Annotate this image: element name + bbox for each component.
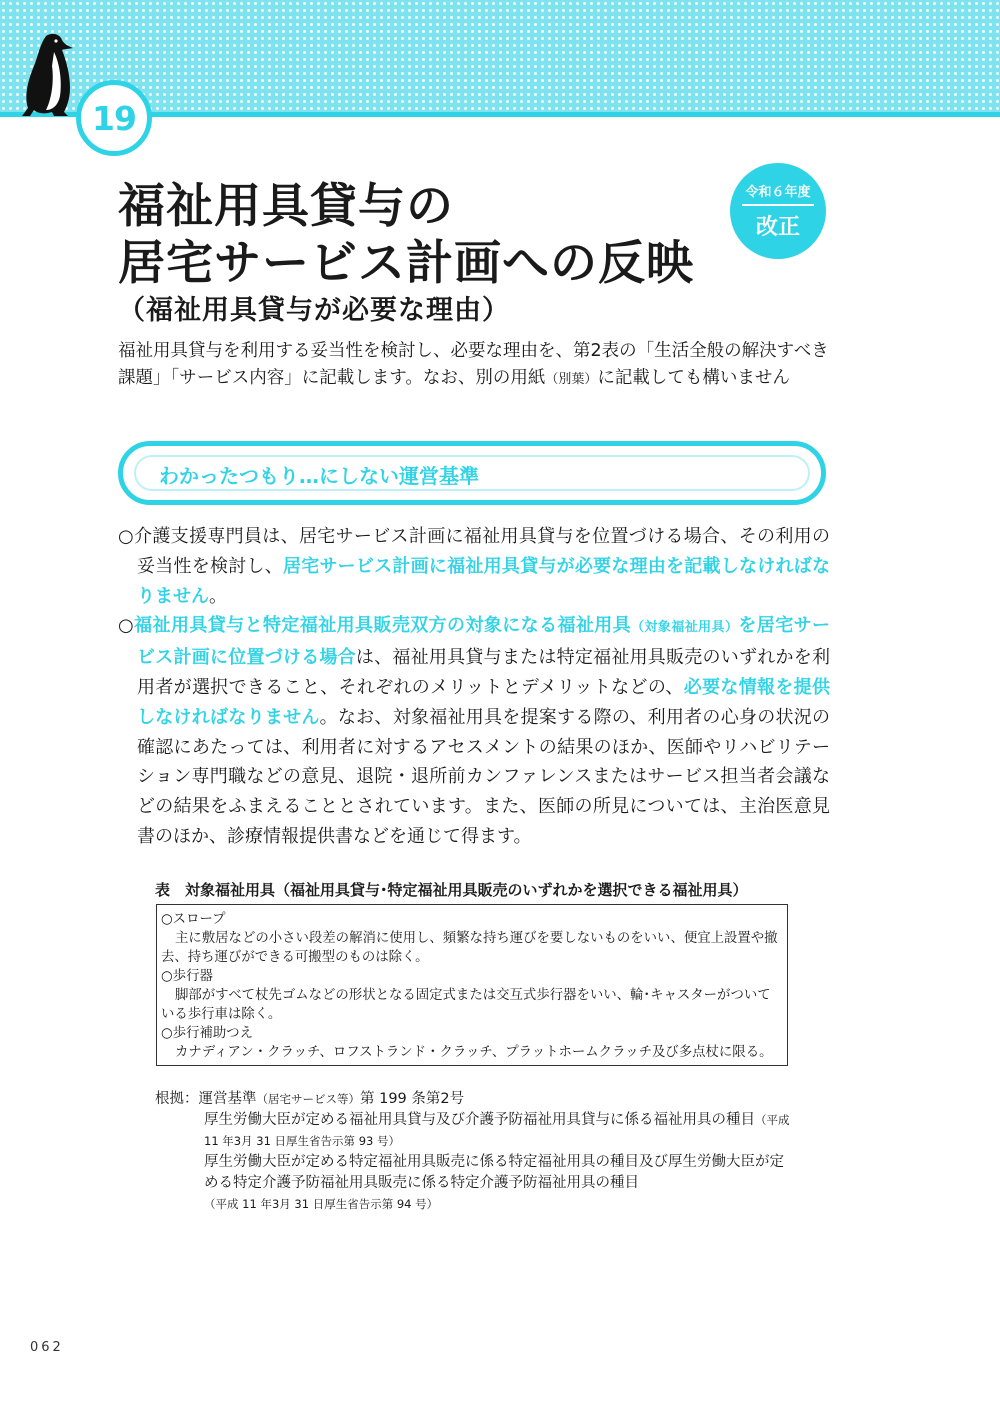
paragraph-1-end: 。 [209, 585, 227, 607]
page-subtitle: （福祉用具貸与が必要な理由） [118, 295, 510, 326]
paragraph-2-highlight-1: 福祉用具貸与と特定福祉用具販売双方の対象になる福祉用具 [134, 615, 632, 637]
page-title [118, 178, 758, 292]
header-banner [0, 0, 1000, 114]
legal-basis [155, 1089, 795, 1215]
equipment-table [156, 904, 788, 1066]
basis-line-1 [155, 1089, 795, 1110]
basis-reference-1-title: 厚生労働大臣が定める福祉用具貸与及び介護予防福祉用具貸与に係る福祉用具の種目 [204, 1112, 755, 1128]
paragraph-1 [118, 522, 830, 611]
table-item-name: ○スロープ [161, 912, 226, 927]
table-item-name: ○歩行器 [161, 969, 213, 984]
paragraph-2-text-1: は、福祉用具貸与または特定福祉用具販売のいずれかを利用者が選択できること、それぞれのメリットとデメリットなどの、 [137, 647, 831, 698]
revision-year: 令和６年度 [745, 185, 811, 200]
paragraph-2 [118, 611, 830, 851]
paragraph-2-text-2: 。なお、対象福祉用具を提案する際の、利用者の心身の状況の確認にあたっては、利用者に対するアセスメントの結果のほか、医師やリハビリテーション専門職などの意見、退院・退所前カンファレンスまたはサービス担当者会議などの結果をふまえることとされています。また、医師の所見については、主治医意見書のほか、診療情報提供書などを通じて得ます。 [137, 706, 831, 847]
revision-badge [730, 163, 826, 259]
chapter-number-badge: 19 [76, 80, 152, 156]
table-item-description: カナディアン・クラッチ、ロフストランド・クラッチ、プラットホームクラッチ及び多点杖に限る。 [175, 1045, 773, 1060]
paragraph-2-highlight-2: を居宅サービス計画に位置づける場合 [137, 615, 831, 669]
paragraph-1-highlight: 居宅サービス計画に福祉用具貸与が必要な理由を記載しなければなりません [137, 555, 831, 607]
revision-label: 改正 [755, 215, 800, 240]
table-item-name: ○歩行補助つえ [161, 1026, 254, 1041]
table-item-description: 脚部がすべて杖先ゴムなどの形状となる固定式または交互式歩行器をいい、輪･キャスターがついている歩行車は除く。 [161, 988, 771, 1022]
lead-small-note: （別葉） [545, 372, 598, 387]
section-heading-box [118, 441, 826, 505]
lead-text-main: 福祉用具貸与を利用する妥当性を検討し、必要な理由を、第2表の「生活全般の解決すべき課題」「サービス内容」に記載します。なお、別の用紙 [118, 341, 829, 388]
title-line-1: 福祉用具貸与の [118, 179, 454, 234]
table-item-description: 主に敷居などの小さい段差の解消に使用し、頻繁な持ち運びを要しないものをいい、便宜上設置や撤去、持ち運びができる可搬型のものは除く。 [161, 931, 778, 965]
paragraph-2-highlight-3: 必要な情報を提供しなければなりません [137, 676, 830, 728]
page-number: 062 [30, 1340, 64, 1355]
basis-article: 第 199 条第2号 [360, 1091, 465, 1107]
paragraph-2-highlight-small: （対象福祉用具） [631, 620, 739, 636]
title-line-2: 居宅サービス計画への反映 [118, 236, 694, 291]
table-caption: 表 対象福祉用具（福祉用具貸与･特定福祉用具販売のいずれかを選択できる福祉用具） [155, 881, 748, 899]
basis-law-note: （居宅サービス等） [256, 1092, 360, 1106]
paragraph-1-text: ○介護支援専門員は、居宅サービス計画に福祉用具貸与を位置づける場合、その利用の妥当性を検討し、 [118, 526, 830, 577]
basis-reference-2 [204, 1152, 795, 1215]
basis-reference-1 [204, 1110, 795, 1152]
lead-text-end: に記載しても構いません [597, 368, 790, 388]
basis-law: 運営基準 [198, 1091, 257, 1107]
body-text [118, 522, 830, 852]
basis-reference-2-note: （平成 11 年3月 31 日厚生省告示第 94 号） [204, 1197, 439, 1211]
basis-label: 根拠： [155, 1091, 199, 1107]
section-title: わかったつもり…にしない運営基準 [159, 464, 479, 488]
lead-text [118, 338, 838, 393]
revision-divider [742, 204, 814, 206]
penguin-icon [18, 30, 78, 118]
paragraph-2-mark: ○ [118, 615, 135, 637]
basis-reference-1-note: （平成 11 年3月 31 日厚生省告示第 93 号） [204, 1113, 790, 1148]
basis-reference-2-title: 厚生労働大臣が定める特定福祉用具販売に係る特定福祉用具の種目及び厚生労働大臣が定める特定介護予防福祉用具販売に係る特定介護予防福祉用具の種目 [204, 1154, 784, 1191]
